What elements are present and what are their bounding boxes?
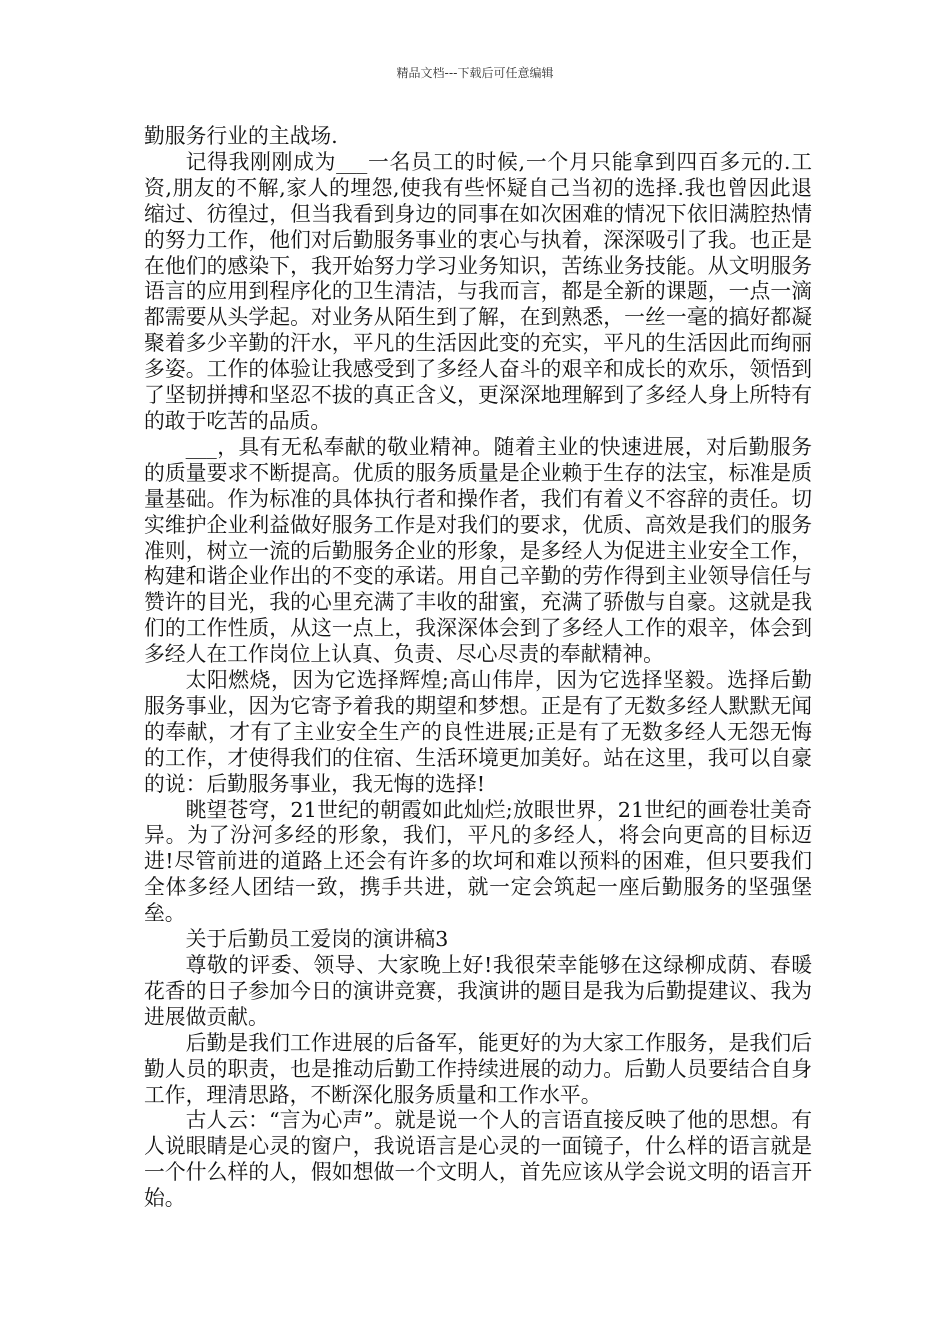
page-header: 精品文档---下载后可任意编辑 [396, 66, 554, 80]
paragraph-continuation: 勤服务行业的主战场. [144, 124, 338, 148]
paragraph: 太阳燃烧，因为它选择辉煌;高山伟岸，因为它选择坚毅。选择后勤服务事业，因为它寄予着我的期望和梦想。正是有了无数多经人默默无闻的奉献，才有了主业安全生产的良性进展;正是有了无数多经人无怨无悔的工作，才使得我们的住宿、生活环境更加美好。站在这里，我可以自豪的说：后勤服务事业，我无悔的选择! [144, 668, 812, 796]
paragraph: 后勤是我们工作进展的后备军，能更好的为大家工作服务，是我们后勤人员的职责，也是推动后勤工作持续进展的动力。后勤人员要结合自身工作，理清思路，不断深化服务质量和工作水平。 [144, 1030, 812, 1107]
paragraph: 古人云：“言为心声”。就是说一个人的言语直接反映了他的思想。有人说眼睛是心灵的窗户，我说语言是心灵的一面镜子，什么样的语言就是一个什么样的人，假如想做一个文明人，首先应该从学会说文明的语言开始。 [144, 1108, 812, 1211]
document-body [144, 124, 812, 1212]
paragraph: 记得我刚刚成为___一名员工的时候,一个月只能拿到四百多元的.工资,朋友的不解,家人的埋怨,使我有些怀疑自己当初的选择.我也曾因此退缩过、彷徨过，但当我看到身边的同事在如次困难的情况下依旧满腔热情的努力工作，他们对后勤服务事业的衷心与执着，深深吸引了我。也正是在他们的感染下，我开始努力学习业务知识，苦练业务技能。从文明服务语言的应用到程序化的卫生清洁，与我而言，都是全新的课题，一点一滴都需要从头学起。对业务从陌生到了解，在到熟悉，一丝一毫的搞好都凝聚着多少辛勤的汗水，平凡的生活因此变的充实，平凡的生活因此而绚丽多姿。工作的体验让我感受到了多经人奋斗的艰辛和成长的欢乐，领悟到了坚韧拼搏和坚忍不拔的真正含义，更深深地理解到了多经人身上所特有的敢于吃苦的品质。 [144, 149, 812, 433]
section-title: 关于后勤员工爱岗的演讲稿3 [185, 927, 449, 952]
paragraph: 眺望苍穹，21世纪的朝霞如此灿烂;放眼世界，21世纪的画卷壮美奇异。为了汾河多经的形象，我们，平凡的多经人，将会向更高的目标迈进!尽管前进的道路上还会有许多的坎坷和难以预料的困难，但只要我们全体多经人团结一致，携手共进，就一定会筑起一座后勤服务的坚强堡垒。 [144, 797, 812, 926]
paragraph: ___，具有无私奉献的敬业精神。随着主业的快速进展，对后勤服务的质量要求不断提高。优质的服务质量是企业赖于生存的法宝，标准是质量基础。作为标准的具体执行者和操作者，我们有着义不容辞的责任。切实维护企业利益做好服务工作是对我们的要求，优质、高效是我们的服务准则，树立一流的后勤服务企业的形象，是多经人为促进主业安全工作，构建和谐企业作出的不变的承诺。用自己辛勤的劳作得到主业领导信任与赞许的目光，我的心里充满了丰收的甜蜜，充满了骄傲与自豪。这就是我们的工作性质，从这一点上，我深深体会到了多经人工作的艰辛，体会到多经人在工作岗位上认真、负责、尽心尽责的奉献精神。 [144, 434, 812, 667]
paragraph: 尊敬的评委、领导、大家晚上好!我很荣幸能够在这绿柳成荫、春暖花香的日子参加今日的演讲竞赛，我演讲的题目是我为后勤提建议、我为进展做贡献。 [144, 953, 812, 1029]
